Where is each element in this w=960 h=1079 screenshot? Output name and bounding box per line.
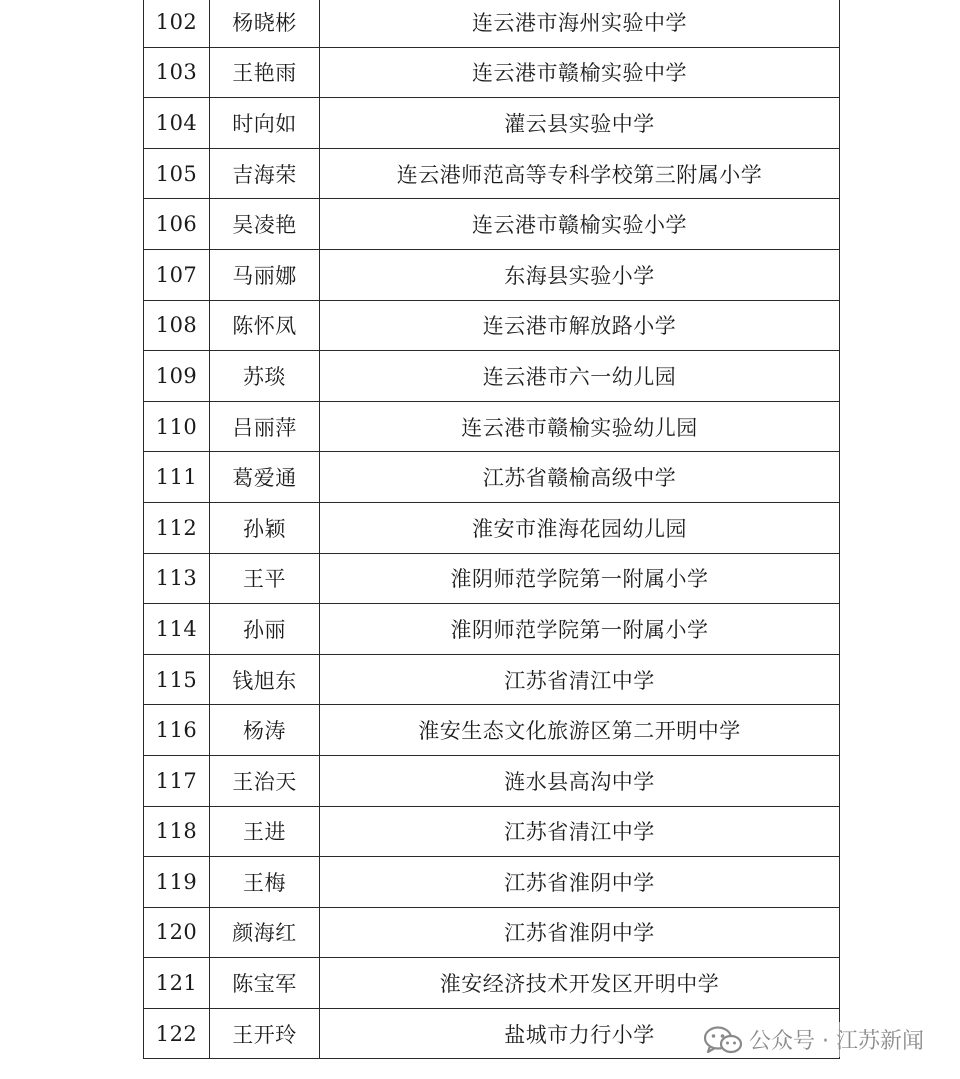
table-row — [144, 249, 840, 300]
cell-number: 112 — [144, 502, 210, 553]
cell-name: 王开玲 — [210, 1008, 320, 1059]
cell-number: 121 — [144, 958, 210, 1009]
cell-number: 108 — [144, 300, 210, 351]
cell-unit: 连云港师范高等专科学校第三附属小学 — [320, 148, 840, 199]
cell-number: 105 — [144, 148, 210, 199]
cell-unit: 淮阴师范学院第一附属小学 — [320, 604, 840, 655]
cell-number: 102 — [144, 0, 210, 47]
cell-unit: 淮安生态文化旅游区第二开明中学 — [320, 705, 840, 756]
cell-unit: 连云港市赣榆实验中学 — [320, 47, 840, 98]
table-row — [144, 148, 840, 199]
cell-name: 吉海荣 — [210, 148, 320, 199]
cell-unit: 江苏省淮阴中学 — [320, 907, 840, 958]
cell-number: 122 — [144, 1008, 210, 1059]
cell-number: 107 — [144, 249, 210, 300]
cell-name: 吕丽萍 — [210, 401, 320, 452]
table-row — [144, 199, 840, 250]
cell-number: 113 — [144, 553, 210, 604]
cell-unit: 东海县实验小学 — [320, 249, 840, 300]
cell-name: 孙颖 — [210, 502, 320, 553]
cell-name: 杨涛 — [210, 705, 320, 756]
cell-name: 孙丽 — [210, 604, 320, 655]
table-row — [144, 907, 840, 958]
cell-name: 王进 — [210, 806, 320, 857]
cell-number: 103 — [144, 47, 210, 98]
cell-name: 陈宝军 — [210, 958, 320, 1009]
cell-unit: 连云港市赣榆实验幼儿园 — [320, 401, 840, 452]
cell-number: 116 — [144, 705, 210, 756]
cell-number: 109 — [144, 351, 210, 402]
roster-table — [143, 0, 840, 1059]
cell-number: 106 — [144, 199, 210, 250]
cell-unit: 连云港市六一幼儿园 — [320, 351, 840, 402]
cell-name: 苏琰 — [210, 351, 320, 402]
table-row — [144, 98, 840, 149]
cell-name: 王治天 — [210, 755, 320, 806]
watermark — [699, 1022, 928, 1057]
cell-name: 王平 — [210, 553, 320, 604]
cell-number: 104 — [144, 98, 210, 149]
table-row — [144, 553, 840, 604]
cell-unit: 连云港市赣榆实验小学 — [320, 199, 840, 250]
cell-name: 时向如 — [210, 98, 320, 149]
cell-name: 葛爱通 — [210, 452, 320, 503]
cell-unit: 淮安经济技术开发区开明中学 — [320, 958, 840, 1009]
table-row — [144, 654, 840, 705]
table-row — [144, 351, 840, 402]
wechat-icon — [703, 1025, 743, 1055]
cell-number: 115 — [144, 654, 210, 705]
cell-unit: 连云港市解放路小学 — [320, 300, 840, 351]
cell-unit: 连云港市海州实验中学 — [320, 0, 840, 47]
cell-number: 120 — [144, 907, 210, 958]
table-row — [144, 755, 840, 806]
cell-name: 吴凌艳 — [210, 199, 320, 250]
roster-sheet — [143, 0, 839, 1059]
cell-unit: 江苏省清江中学 — [320, 806, 840, 857]
roster-body — [144, 0, 840, 1059]
table-row — [144, 502, 840, 553]
table-row — [144, 857, 840, 908]
cell-number: 111 — [144, 452, 210, 503]
cell-name: 杨晓彬 — [210, 0, 320, 47]
table-row — [144, 300, 840, 351]
cell-number: 117 — [144, 755, 210, 806]
cell-number: 110 — [144, 401, 210, 452]
table-row — [144, 705, 840, 756]
cell-unit: 盐城市力行小学 — [320, 1008, 840, 1059]
cell-unit: 江苏省淮阴中学 — [320, 857, 840, 908]
table-row — [144, 604, 840, 655]
cell-unit: 涟水县高沟中学 — [320, 755, 840, 806]
table-row — [144, 401, 840, 452]
cell-name: 王梅 — [210, 857, 320, 908]
table-row — [144, 806, 840, 857]
watermark-text: 公众号 · 江苏新闻 — [749, 1029, 924, 1054]
cell-name: 陈怀凤 — [210, 300, 320, 351]
table-row — [144, 958, 840, 1009]
cell-name: 钱旭东 — [210, 654, 320, 705]
table-row — [144, 452, 840, 503]
cell-name: 王艳雨 — [210, 47, 320, 98]
cell-number: 114 — [144, 604, 210, 655]
table-row — [144, 47, 840, 98]
cell-unit: 淮安市淮海花园幼儿园 — [320, 502, 840, 553]
cell-unit: 江苏省赣榆高级中学 — [320, 452, 840, 503]
cell-unit: 淮阴师范学院第一附属小学 — [320, 553, 840, 604]
cell-number: 119 — [144, 857, 210, 908]
cell-name: 马丽娜 — [210, 249, 320, 300]
cell-unit: 江苏省清江中学 — [320, 654, 840, 705]
table-row — [144, 0, 840, 47]
cell-unit: 灌云县实验中学 — [320, 98, 840, 149]
cell-name: 颜海红 — [210, 907, 320, 958]
cell-number: 118 — [144, 806, 210, 857]
